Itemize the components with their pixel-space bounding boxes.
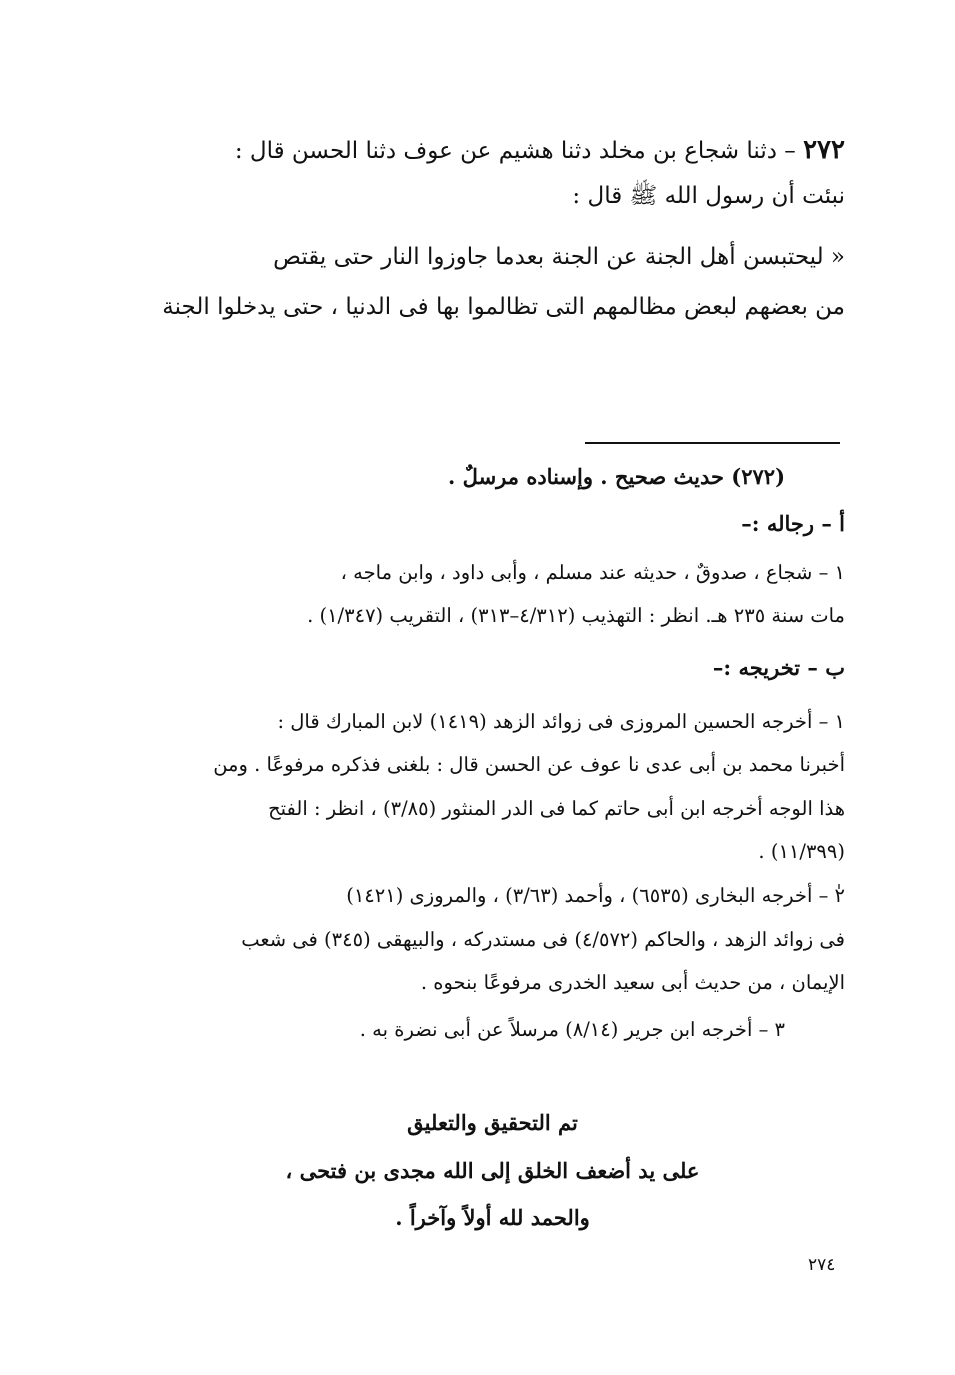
takhrij-1-line-1: ١ – أخرجه الحسين المروزى فى زوائد الزهد (١٤١٩) لابن المبارك قال : bbox=[277, 710, 845, 733]
page-number: ٢٧٤ bbox=[808, 1255, 836, 1275]
takhrij-1-line-2: أخبرنا محمد بن أبى عدى نا عوف عن الحسن قال : بلغنى فذكره مرفوعًا . ومن bbox=[213, 753, 845, 776]
hadith-number: ٢٧٢ bbox=[803, 135, 845, 165]
hadith-line-2: نبئت أن رسول الله ﷺ قال : bbox=[572, 183, 845, 209]
closing-line-3: والحمد لله أولاً وآخراً . bbox=[395, 1205, 590, 1230]
takhrij-2-line-2: فى زوائد الزهد ، والحاكم (٤/٥٧٢) فى مستدركه ، والبيهقى (٣٤٥) فى شعب bbox=[241, 928, 845, 951]
takhrij-2-line-3: الإيمان ، من حديث أبى سعيد الخدرى مرفوعًا بنحوه . bbox=[420, 971, 845, 994]
hadith-line-3: « ليحتبسن أهل الجنة عن الجنة بعدما جاوزوا النار حتى يقتص bbox=[273, 244, 845, 270]
hadith-line-4: من بعضهم لبعض مظالمهم التى تظالموا بها فى الدنيا ، حتى يدخلوا الجنة bbox=[162, 294, 845, 320]
hadith-line-1 bbox=[140, 137, 845, 163]
takhrij-1-line-3: هذا الوجه أخرجه ابن أبى حاتم كما فى الدر المنثور (٣/٨٥) ، انظر : الفتح bbox=[268, 797, 845, 820]
closing-line-2: على يد أضعف الخلق إلى الله مجدى بن فتحى ، bbox=[285, 1158, 700, 1183]
narrator-note-line-2: مات سنة ٢٣٥ هـ. انظر : التهذيب (٤/٣١٢–٣١٣) ، التقريب (١/٣٤٧) . bbox=[307, 604, 845, 627]
hadith-grade: (٢٧٢) حديث صحيح . وإسناده مرسلٌ . bbox=[448, 464, 785, 489]
footnote-rule bbox=[585, 442, 840, 444]
takhrij-3-line-1: ٣ – أخرجه ابن جرير (٨/١٤) مرسلاً عن أبى نضرة به . bbox=[359, 1018, 785, 1041]
hadith-chain: – دثنا شجاع بن مخلد دثنا هشيم عن عوف دثنا الحسن قال : bbox=[234, 138, 804, 164]
closing-line-1: تم التحقيق والتعليق bbox=[407, 1110, 578, 1135]
narrator-note-line-1: ١ – شجاع ، صدوقٌ ، حديثه عند مسلم ، وأبى داود ، وابن ماجه ، bbox=[340, 561, 845, 584]
takhrij-2-line-1: ٢ – أخرجه البخارى (٦٥٣٥) ، وأحمد (٣/٦٣) ، والمروزى (١٤٢١) bbox=[346, 884, 845, 907]
section-b-heading: ب – تخريجه :– bbox=[712, 655, 845, 680]
takhrij-1-line-4: (١١/٣٩٩) . bbox=[758, 840, 845, 863]
section-a-heading: أ – رجاله :– bbox=[741, 511, 845, 536]
